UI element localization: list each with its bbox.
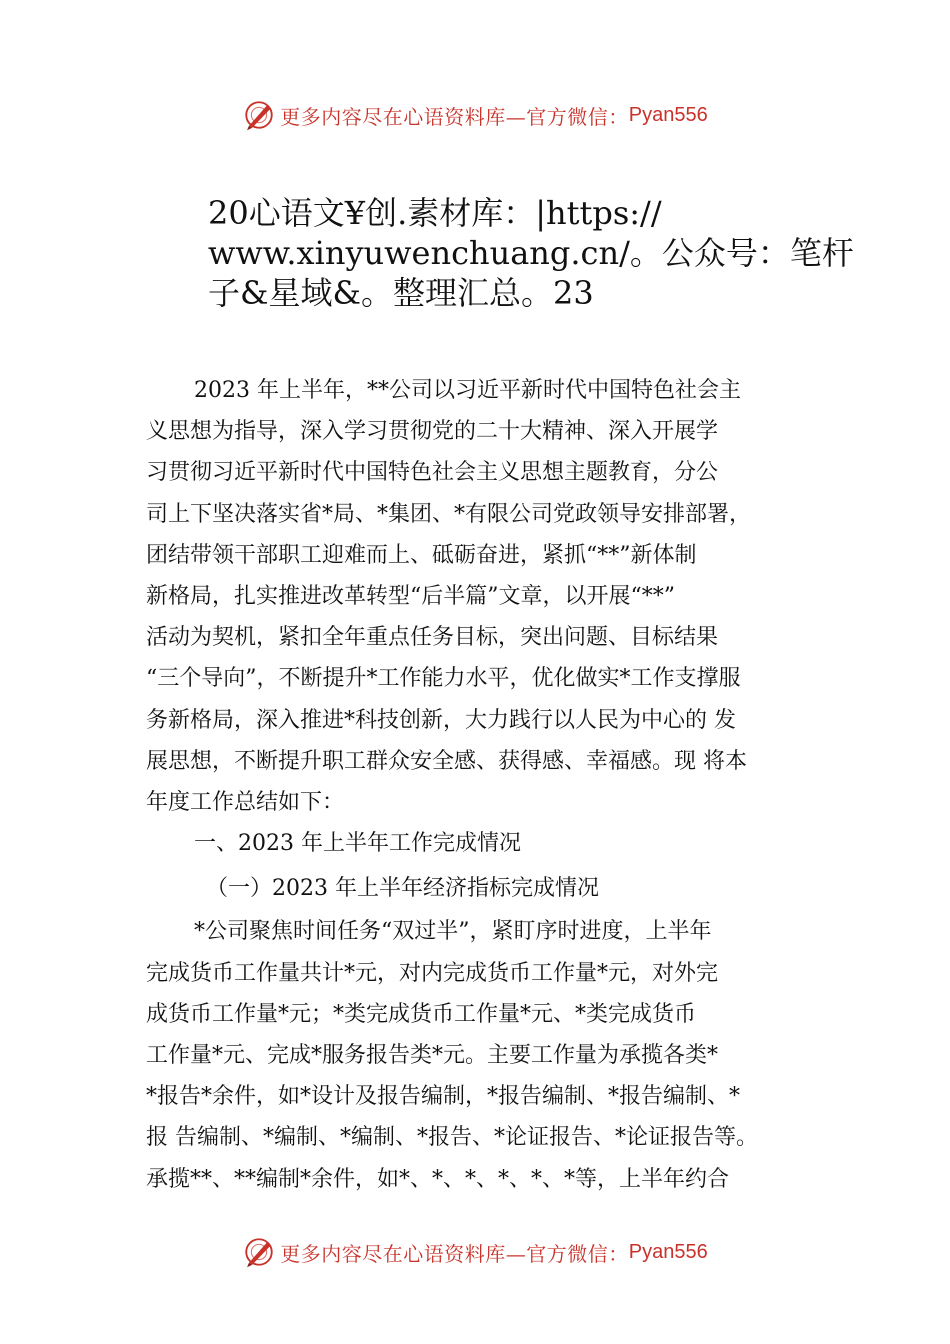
paragraph-line: “三个导向”，不断提升*工作能力水平，优化做实*工作支撑服 xyxy=(146,666,741,692)
title-line: 20心语文¥创.素材库：|https:// xyxy=(208,194,662,232)
paragraph-line: *公司聚焦时间任务“双过半”，紧盯序时进度，上半年 xyxy=(194,919,712,945)
paragraph-line: *报告*余件，如*设计及报告编制，*报告编制、*报告编制、* xyxy=(146,1084,741,1110)
title-line: www.xinyuwenchuang.cn/。公众号：笔杆 xyxy=(208,234,854,272)
banner-wechat-id: Pyan556 xyxy=(628,1240,708,1263)
paragraph-line: 义思想为指导，深入学习贯彻党的二十大精神、深入开展学 xyxy=(146,419,719,445)
paragraph-line: 完成货币工作量共计*元，对内完成货币工作量*元，对外完 xyxy=(146,960,719,986)
banner-text: 更多内容尽在心语资料库—官方微信： xyxy=(280,1241,629,1266)
paragraph-line: 成货币工作量*元；*类完成货币工作量*元、*类完成货币 xyxy=(146,1001,697,1027)
paragraph-line: 活动为契机，紧扣全年重点任务目标，突出问题、目标结果 xyxy=(146,625,719,651)
banner-text: 更多内容尽在心语资料库—官方微信： xyxy=(280,104,629,129)
document-body xyxy=(146,370,836,1200)
pen-logo-icon xyxy=(242,1235,276,1269)
paragraph-line: 报 告编制、*编制、*编制、*报告、*论证报告、*论证报告等。 xyxy=(146,1125,758,1151)
paragraph-line: 承揽**、**编制*余件，如*、*、*、*、*、*等，上半年约合 xyxy=(146,1166,730,1192)
paragraph-line: 展思想，不断提升职工群众安全感、获得感、幸福感。现 将本 xyxy=(146,748,747,774)
paragraph-line: 习贯彻习近平新时代中国特色社会主义思想主题教育，分公 xyxy=(146,460,719,486)
paragraph-line: 务新格局，深入推进*科技创新，大力践行以人民为中心的 发 xyxy=(146,707,736,733)
pen-logo-icon xyxy=(242,98,276,132)
banner-wechat-id: Pyan556 xyxy=(628,103,708,126)
header-banner xyxy=(0,95,950,135)
footer-banner xyxy=(0,1232,950,1272)
section-heading: 一、2023 年上半年工作完成情况 xyxy=(194,831,521,857)
document-title xyxy=(208,193,854,313)
paragraph-line: 新格局，扎实推进改革转型“后半篇”文章，以开展“**” xyxy=(146,583,675,609)
paragraph-line: 团结带领干部职工迎难而上、砥砺奋进，紧抓“**”新体制 xyxy=(146,542,697,568)
subsection-heading: （一）2023 年上半年经济指标完成情况 xyxy=(206,876,599,902)
title-line: 子&星域&。整理汇总。23 xyxy=(208,274,594,312)
paragraph-line: 工作量*元、完成*服务报告类*元。主要工作量为承揽各类* xyxy=(146,1043,719,1068)
paragraph-line: 司上下坚决落实省*局、*集团、*有限公司党政领导安排部署， xyxy=(146,501,752,527)
paragraph-line: 2023 年上半年，**公司以习近平新时代中国特色社会主 xyxy=(194,378,741,403)
paragraph-line: 年度工作总结如下： xyxy=(146,789,345,815)
